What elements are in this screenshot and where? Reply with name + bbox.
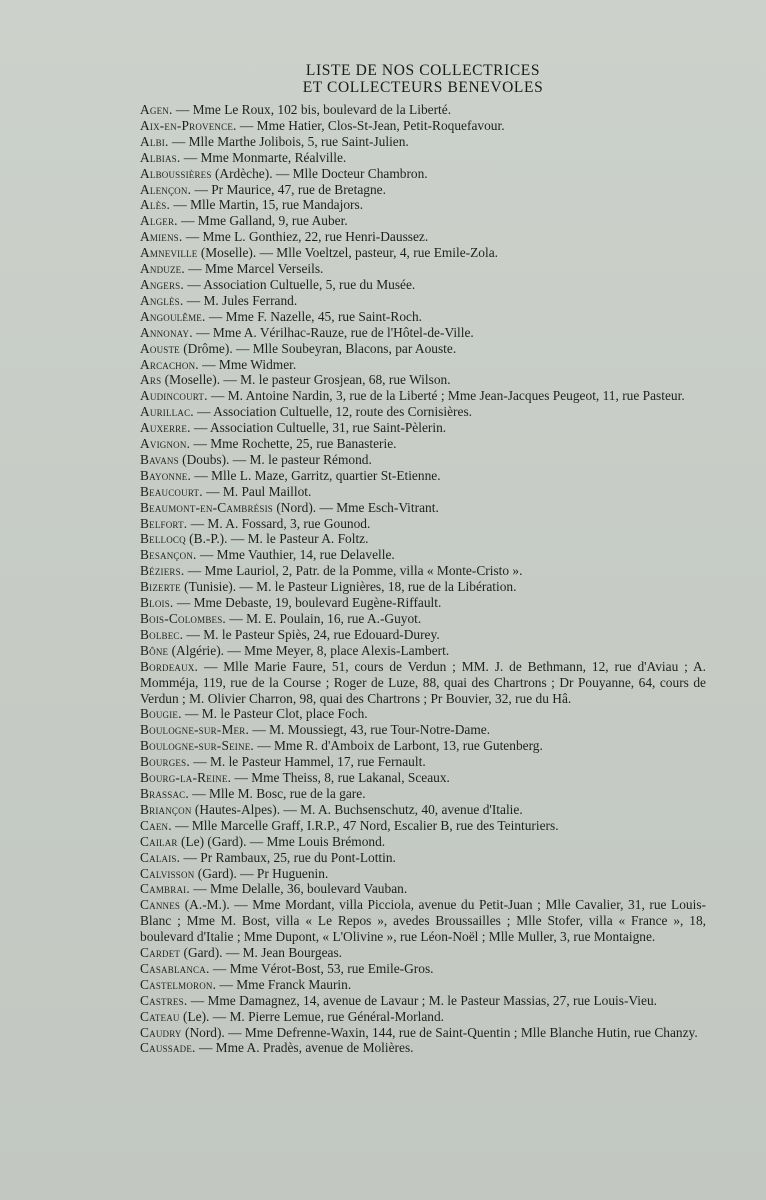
entry-place: Cambrai. <box>140 881 190 897</box>
list-item <box>140 182 706 198</box>
entry-place: Bizerte <box>140 579 181 595</box>
entry-place: Bône <box>140 642 169 658</box>
entry-place: Cannes <box>140 897 181 913</box>
page-title <box>140 62 706 96</box>
entry-text: — Mme Delalle, 36, boulevard Vauban. <box>189 881 408 897</box>
entry-text: (Nord). — Mme Defrenne-Waxin, 144, rue de Saint-Quentin ; Mlle Blanche Hutin, rue Chanzy. <box>181 1024 698 1040</box>
entry-place: Alençon. <box>140 181 192 197</box>
entry-text: — Mme Theiss, 8, rue Lakanal, Sceaux. <box>231 770 450 786</box>
list-item <box>140 404 706 420</box>
entry-text: (Drôme). — Mlle Soubeyran, Blacons, par Aouste. <box>179 340 457 356</box>
entry-text: — Mme Franck Maurin. <box>216 976 352 992</box>
list-item <box>140 531 706 547</box>
entry-place: Bordeaux. <box>140 658 199 674</box>
entry-place: Boulogne-sur-Seine. <box>140 738 254 754</box>
entry-text: — Association Cultuelle, 5, rue du Musée. <box>183 276 416 292</box>
entry-place: Alger. <box>140 213 178 229</box>
list-item <box>140 150 706 166</box>
list-item <box>140 484 706 500</box>
list-item <box>140 961 706 977</box>
list-item <box>140 197 706 213</box>
entry-text: — Mme Rochette, 25, rue Banasterie. <box>190 436 397 452</box>
entry-place: Bavans <box>140 451 179 467</box>
entry-place: Audincourt. <box>140 388 208 404</box>
entry-text: — Mme Lauriol, 2, Patr. de la Pomme, villa « Monte-Cristo ». <box>184 563 523 579</box>
entry-place: Caen. <box>140 817 172 833</box>
entry-text: — M. le Pasteur Hammel, 17, rue Fernault. <box>189 754 426 770</box>
entry-text: — Mlle Marthe Jolibois, 5, rue Saint-Julien. <box>168 133 409 149</box>
entry-place: Avignon. <box>140 436 191 452</box>
entry-place: Belfort. <box>140 515 188 531</box>
entry-place: Brassac. <box>140 785 189 801</box>
title-line-2: ET COLLECTEURS BENEVOLES <box>302 79 544 96</box>
list-item <box>140 102 706 118</box>
list-item <box>140 706 706 722</box>
entry-place: Aouste <box>140 340 180 356</box>
list-item <box>140 166 706 182</box>
list-item <box>140 770 706 786</box>
entry-place: Blois. <box>140 595 174 611</box>
entry-place: Arcachon. <box>140 356 199 372</box>
entry-place: Castelmoron. <box>140 976 217 992</box>
entry-place: Bourges. <box>140 754 190 770</box>
entry-place: Caudry <box>140 1024 182 1040</box>
list-item <box>140 834 706 850</box>
entry-text: — M. Moussiegt, 43, rue Tour-Notre-Dame. <box>249 722 491 738</box>
entry-text: (B.-P.). — M. le Pasteur A. Foltz. <box>185 531 369 547</box>
list-item <box>140 754 706 770</box>
entry-place: Ars <box>140 372 162 388</box>
entry-text: — Mlle Marie Faure, 51, cours de Verdun ; MM. J. de Bethmann, 12, rue d'Aviau ; A. Momméja, 119, rue de la Course ; Roger de Luze, 88, quai des Chartrons ; Dr Pouyanne, 64, cours de Verdun ; M. Olivier Charron, 98, quai des Chartrons ; Pr Bouvier, 32, rue du Hâ. <box>140 658 706 706</box>
list-item <box>140 611 706 627</box>
list-item <box>140 309 706 325</box>
list-item <box>140 277 706 293</box>
entry-text: — Mlle M. Bosc, rue de la gare. <box>188 785 366 801</box>
list-item <box>140 1009 706 1025</box>
entry-place: Calais. <box>140 849 181 865</box>
entry-text: — M. le Pasteur Clot, place Foch. <box>181 706 368 722</box>
entry-text: — Mme Le Roux, 102 bis, boulevard de la Liberté. <box>172 102 452 117</box>
entry-place: Agen. <box>140 102 173 117</box>
list-item <box>140 866 706 882</box>
entry-text: — M. Antoine Nardin, 3, rue de la Liberté ; Mme Jean-Jacques Peugeot, 11, rue Pasteur. <box>207 388 685 404</box>
entry-place: Caussade. <box>140 1040 196 1056</box>
list-item <box>140 993 706 1009</box>
entry-text: (A.-M.). — Mme Mordant, villa Picciola, avenue du Petit-Juan ; Mlle Cavalier, 31, rue Louis-Blanc ; Mme M. Bost, villa « Le Repos », avedes Broussailles ; Mlle Stofer, villa « France », 18, boulevard d'Italie ; Mme Dupont, « L'Olivine », rue Léon-Noël ; Mlle Muller, 3, rue Montaigne. <box>140 897 706 945</box>
list-item <box>140 452 706 468</box>
entry-text: — Association Cultuelle, 31, rue Saint-Pèlerin. <box>190 420 447 436</box>
entry-text: — Mme L. Gonthiez, 22, rue Henri-Daussez. <box>182 229 429 245</box>
entry-text: — M. A. Fossard, 3, rue Gounod. <box>187 515 371 531</box>
entry-text: — Mlle Marcelle Graff, I.R.P., 47 Nord, Escalier B, rue des Teinturiers. <box>171 817 559 833</box>
entry-text: — Mme Vérot-Bost, 53, rue Emile-Gros. <box>209 960 434 976</box>
entry-text: — Mlle Martin, 15, rue Mandajors. <box>170 197 364 213</box>
entry-text: (Hautes-Alpes). — M. A. Buchsenschutz, 40, avenue d'Italie. <box>191 801 523 817</box>
entry-text: — Mme Galland, 9, rue Auber. <box>177 213 348 229</box>
entry-text: — Pr Maurice, 47, rue de Bretagne. <box>191 181 386 197</box>
list-item <box>140 850 706 866</box>
entry-place: Albi. <box>140 133 169 149</box>
entry-place: Bellocq <box>140 531 186 547</box>
entry-text: — Pr Rambaux, 25, rue du Pont-Lottin. <box>180 849 396 865</box>
list-item <box>140 213 706 229</box>
entry-place: Amneville <box>140 245 198 261</box>
list-item <box>140 786 706 802</box>
entry-text: — Mme Vauthier, 14, rue Delavelle. <box>196 547 395 563</box>
entry-place: Bolbec. <box>140 626 184 642</box>
entry-text: — Mme Widmer. <box>198 356 297 372</box>
list-item <box>140 579 706 595</box>
entry-place: Bayonne. <box>140 467 192 483</box>
entry-text: (Gard). — Pr Huguenin. <box>194 865 329 881</box>
list-item <box>140 500 706 516</box>
entry-place: Besançon. <box>140 547 197 563</box>
entry-place: Alès. <box>140 197 171 213</box>
list-item <box>140 229 706 245</box>
entry-text: (Tunisie). — M. le Pasteur Lignières, 18, rue de la Libération. <box>180 579 517 595</box>
entry-text: — M. Jules Ferrand. <box>183 292 298 308</box>
list-item <box>140 659 706 707</box>
entry-place: Anduze. <box>140 261 185 277</box>
entry-place: Briançon <box>140 801 192 817</box>
entry-place: Calvisson <box>140 865 195 881</box>
entry-text: — Mme Damagnez, 14, avenue de Lavaur ; M. le Pasteur Massias, 27, rue Louis-Vieu. <box>187 992 657 1008</box>
list-item <box>140 1025 706 1041</box>
entry-text: (Moselle). — M. le pasteur Grosjean, 68, rue Wilson. <box>161 372 451 388</box>
list-item <box>140 897 706 945</box>
entry-text: — Mme Debaste, 19, boulevard Eugène-Riffault. <box>173 595 442 611</box>
list-item <box>140 118 706 134</box>
list-item <box>140 420 706 436</box>
entry-text: (Gard). — M. Jean Bourgeas. <box>180 945 343 961</box>
entry-place: Beaucourt. <box>140 483 203 499</box>
entry-text: (Nord). — Mme Esch-Vitrant. <box>273 499 439 515</box>
entry-place: Boulogne-sur-Mer. <box>140 722 250 738</box>
entry-place: Annonay. <box>140 324 193 340</box>
list-item <box>140 722 706 738</box>
entry-text: — M. Paul Maillot. <box>202 483 312 499</box>
entry-text: — Association Cultuelle, 12, route des Cornisières. <box>193 404 473 420</box>
list-item <box>140 818 706 834</box>
entry-text: (Moselle). — Mlle Voeltzel, pasteur, 4, rue Emile-Zola. <box>197 245 499 261</box>
entry-place: Cateau <box>140 1008 180 1024</box>
entry-place: Cardet <box>140 945 181 961</box>
list-item <box>140 627 706 643</box>
entry-place: Alboussières <box>140 165 212 181</box>
entry-text: — Mme Monmarte, Réalville. <box>180 149 347 165</box>
title-line-1: LISTE DE NOS COLLECTRICES <box>305 62 541 79</box>
entry-place: Bois-Colombes. <box>140 611 226 626</box>
entry-place: Bourg-la-Reine. <box>140 770 232 786</box>
entry-place: Albias. <box>140 149 181 165</box>
list-item <box>140 468 706 484</box>
list-item <box>140 261 706 277</box>
list-item <box>140 134 706 150</box>
list-item <box>140 595 706 611</box>
list-item <box>140 388 706 404</box>
entry-place: Aix-en-Provence. <box>140 117 237 133</box>
entry-place: Amiens. <box>140 229 183 245</box>
list-item <box>140 977 706 993</box>
entry-text: — Mme R. d'Amboix de Larbont, 13, rue Gutenberg. <box>253 738 543 754</box>
list-item <box>140 1040 706 1056</box>
list-item <box>140 293 706 309</box>
entry-text: (Ardèche). — Mlle Docteur Chambron. <box>211 165 428 181</box>
entry-text: — Mlle L. Maze, Garritz, quartier St-Etienne. <box>191 467 441 483</box>
list-item <box>140 945 706 961</box>
entry-place: Beaumont-en-Cambrésis <box>140 499 273 515</box>
entry-place: Casablanca. <box>140 960 210 976</box>
entry-text: — M. le Pasteur Spiès, 24, rue Edouard-Durey. <box>183 626 440 642</box>
entry-place: Castres. <box>140 992 188 1008</box>
entry-text: — Mme Marcel Verseils. <box>184 261 324 277</box>
entry-text: — M. E. Poulain, 16, rue A.-Guyot. <box>225 611 422 626</box>
entry-text: — Mme A. Vérilhac-Rauze, rue de l'Hôtel-de-Ville. <box>192 324 474 340</box>
collector-list <box>140 102 706 1056</box>
list-item <box>140 357 706 373</box>
list-item <box>140 738 706 754</box>
entry-place: Béziers. <box>140 563 185 579</box>
entry-place: Auxerre. <box>140 420 191 436</box>
entry-text: — Mme Hatier, Clos-St-Jean, Petit-Roquefavour. <box>236 117 505 133</box>
list-item <box>140 563 706 579</box>
entry-text: (Le). — M. Pierre Lemue, rue Général-Morland. <box>179 1008 445 1024</box>
entry-place: Cailar <box>140 833 178 849</box>
entry-text: — Mme F. Nazelle, 45, rue Saint-Roch. <box>205 308 422 324</box>
entry-place: Aurillac. <box>140 404 194 420</box>
list-item <box>140 516 706 532</box>
entry-text: (Le) (Gard). — Mme Louis Brémond. <box>177 833 386 849</box>
entry-place: Angoulême. <box>140 308 206 324</box>
list-item <box>140 436 706 452</box>
list-item <box>140 643 706 659</box>
entry-place: Bougie. <box>140 706 182 722</box>
list-item <box>140 341 706 357</box>
entry-text: (Algérie). — Mme Meyer, 8, place Alexis-Lambert. <box>168 642 450 658</box>
list-item <box>140 372 706 388</box>
entry-text: (Doubs). — M. le pasteur Rémond. <box>178 451 372 467</box>
list-item <box>140 325 706 341</box>
entry-place: Anglès. <box>140 292 184 308</box>
entry-text: — Mme A. Pradès, avenue de Molières. <box>195 1040 414 1056</box>
entry-place: Angers. <box>140 276 184 292</box>
list-item <box>140 547 706 563</box>
list-item <box>140 245 706 261</box>
list-item <box>140 802 706 818</box>
list-item <box>140 881 706 897</box>
